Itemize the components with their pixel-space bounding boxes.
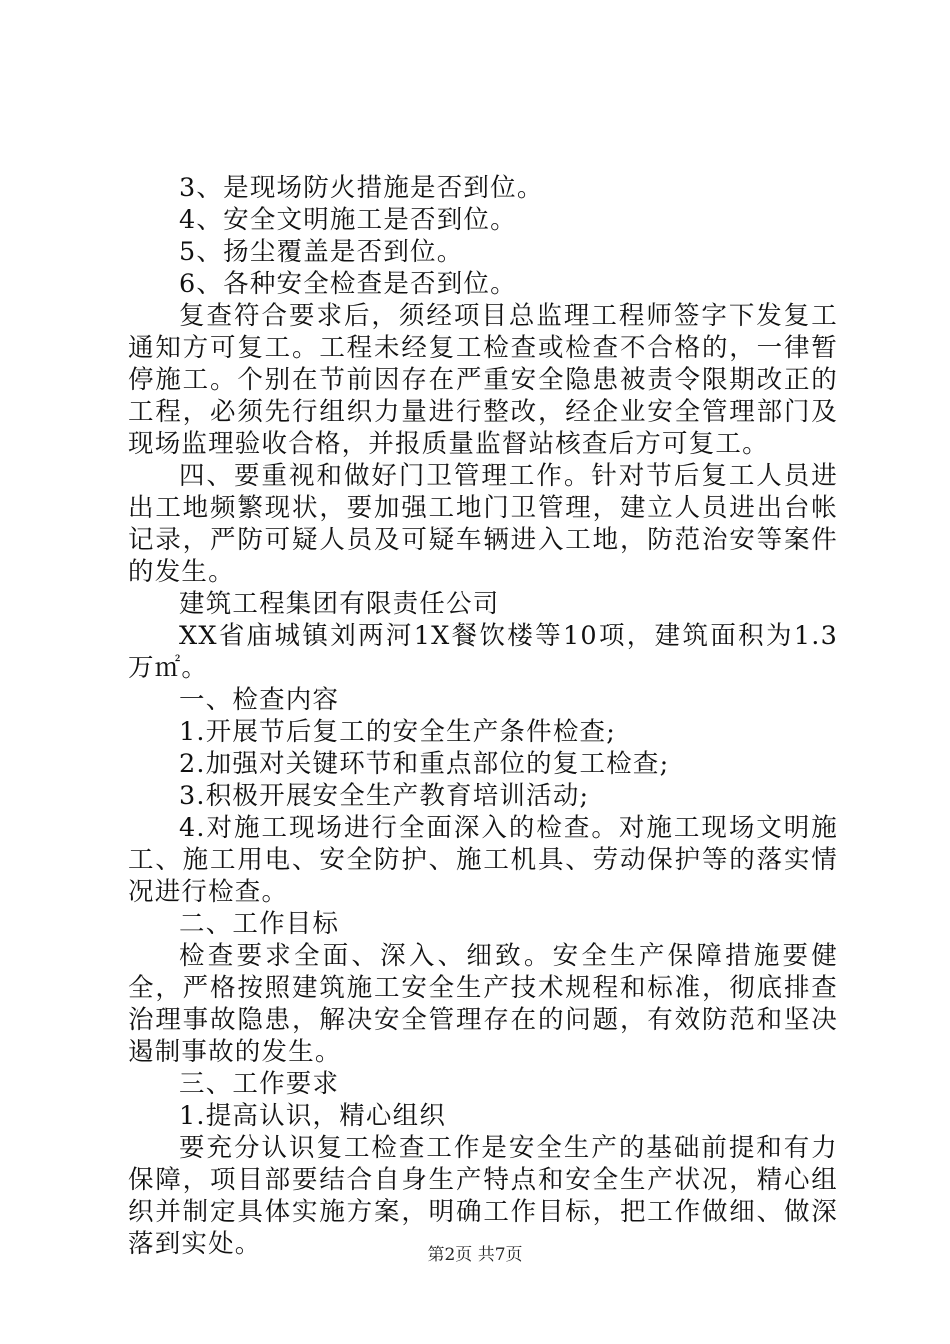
page-number-label: 第2页 共7页	[427, 1245, 523, 1265]
paragraph-content-item-4: 4.对施工现场进行全面深入的检查。对施工现场文明施工、施工用电、安全防护、施工机具、劳动保护等的落实情况进行检查。	[128, 813, 838, 907]
paragraph-item-4-civilized-construction: 4、安全文明施工是否到位。	[179, 205, 517, 235]
paragraph-project-scope: XX省庙城镇刘两河1X餐饮楼等10项，建筑面积为1.3万㎡。	[128, 621, 838, 683]
paragraph-content-item-1: 1.开展节后复工的安全生产条件检查;	[179, 717, 617, 747]
paragraph-work-goals: 检查要求全面、深入、细致。安全生产保障措施要健全，严格按照建筑施工安全生产技术规程和标准，彻底排查治理事故隐患，解决安全管理存在的问题，有效防范和坚决遏制事故的发生。	[128, 941, 838, 1067]
paragraph-gatekeeper-management: 四、要重视和做好门卫管理工作。针对节后复工人员进出工地频繁现状，要加强工地门卫管理，建立人员进出台帐记录，严防可疑人员及可疑车辆进入工地，防范治安等案件的发生。	[128, 461, 838, 587]
paragraph-content-item-2: 2.加强对关键环节和重点部位的复工检查;	[179, 749, 670, 779]
paragraph-item-3-fire-safety: 3、是现场防火措施是否到位。	[179, 173, 544, 203]
section-heading-work-requirements: 三、工作要求	[179, 1069, 340, 1099]
page-footer	[0, 1244, 950, 1266]
paragraph-item-5-dust-cover: 5、扬尘覆盖是否到位。	[179, 237, 464, 267]
subheading-raise-awareness: 1.提高认识，精心组织	[179, 1101, 447, 1131]
paragraph-item-6-safety-checks: 6、各种安全检查是否到位。	[179, 269, 517, 299]
paragraph-raise-awareness: 要充分认识复工检查工作是安全生产的基础前提和有力保障，项目部要结合自身生产特点和安全生产状况，精心组织并制定具体实施方案，明确工作目标，把工作做细、做深落到实处。	[128, 1133, 838, 1259]
document-body	[128, 172, 838, 1260]
paragraph-content-item-3: 3.积极开展安全生产教育培训活动;	[179, 781, 590, 811]
section-heading-work-goals: 二、工作目标	[179, 909, 340, 939]
section-heading-inspection-content: 一、检查内容	[179, 685, 340, 715]
paragraph-reinspection: 复查符合要求后，须经项目总监理工程师签字下发复工通知方可复工。工程未经复工检查或检查不合格的，一律暂停施工。个别在节前因存在严重安全隐患被责令限期改正的工程，必须先行组织力量进行整改，经企业安全管理部门及现场监理验收合格，并报质量监督站核查后方可复工。	[128, 301, 838, 459]
paragraph-company-name: 建筑工程集团有限责任公司	[179, 589, 500, 619]
